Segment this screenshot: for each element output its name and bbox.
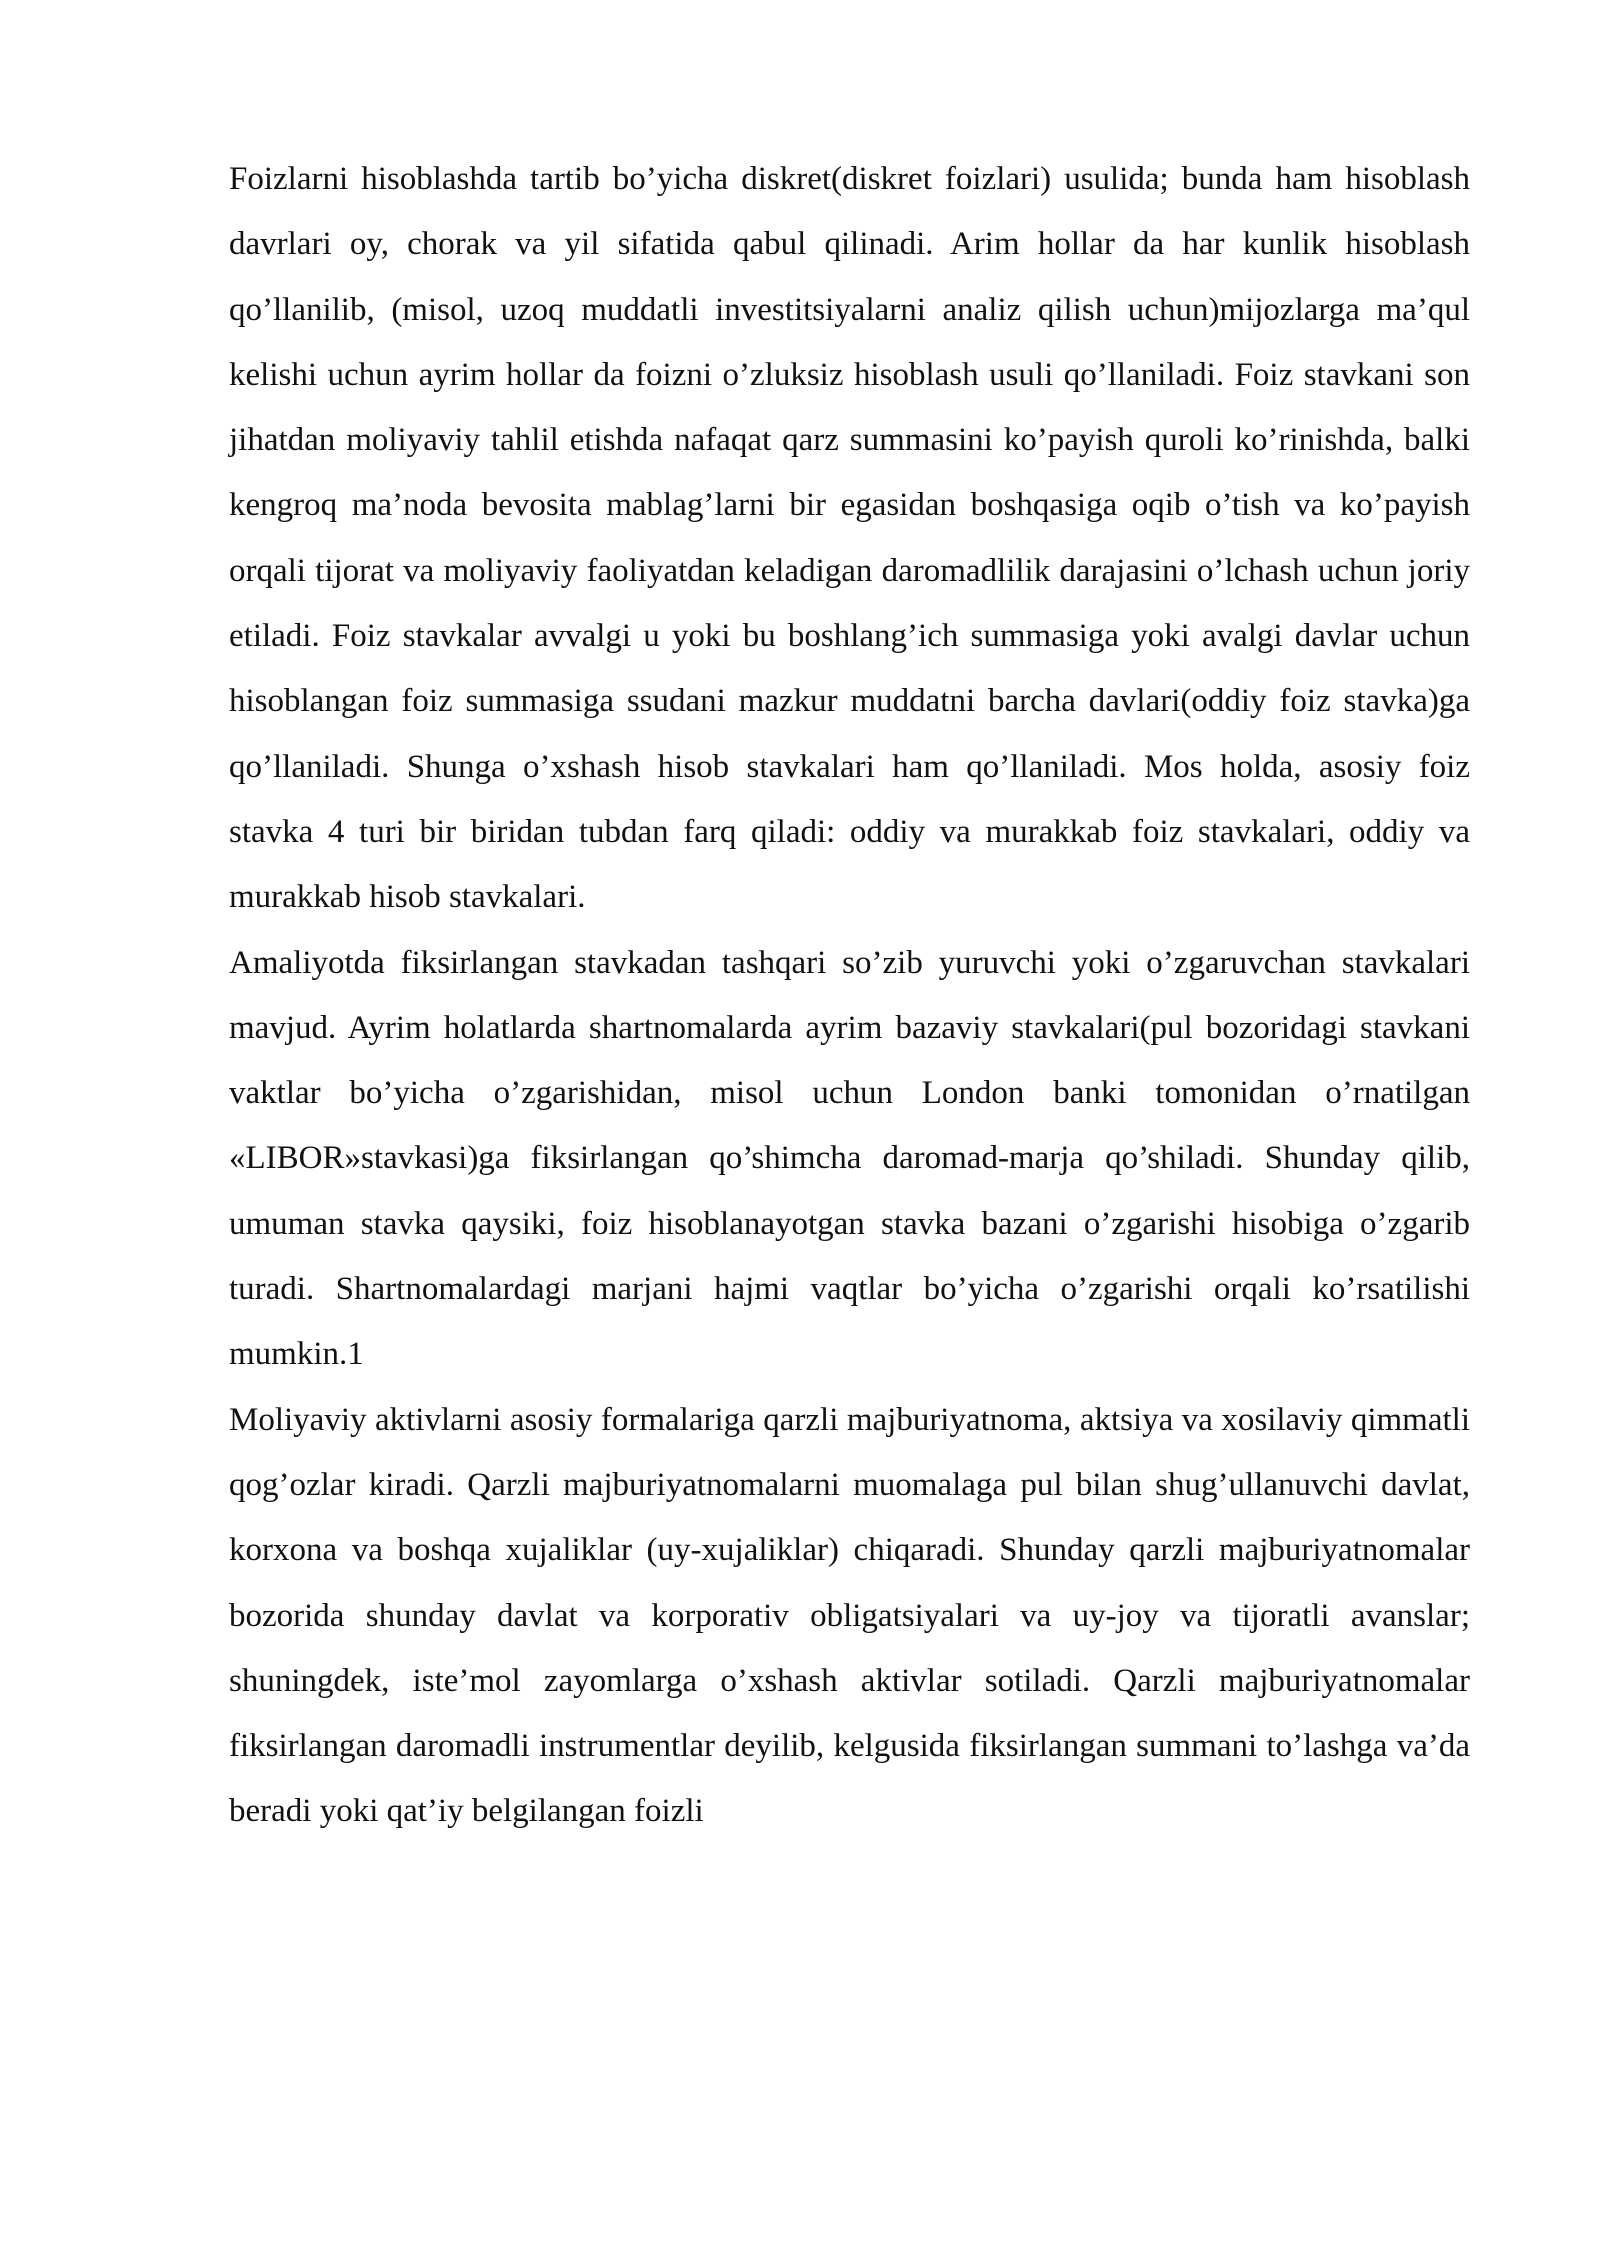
paragraph-interest-calculation: Foizlarni hisoblashda tartib bo’yicha diskret(diskret foizlari) usulida; bunda ham hisoblash davrlari oy, chorak va yil sifatida qabul qilinadi. Arim hollar da har kunlik hisoblash qo’llanilib, (misol, uzoq muddatli investitsiyalarni analiz qilish uchun)mijozlarga ma’qul kelishi uchun ayrim hollar da foizni o’zluksiz hisoblash usuli qo’llaniladi. Foiz stavkani son jihatdan moliyaviy tahlil etishda nafaqat qarz summasini ko’payish quroli ko’rinishda, balki kengroq ma’noda bevosita mablag’larni bir egasidan boshqasiga oqib o’tish va ko’payish orqali tijorat va moliyaviy faoliyatdan keladigan daromadlilik darajasini o’lchash uchun joriy etiladi. Foiz stavkalar avvalgi u yoki bu boshlang’ich summasiga yoki avalgi davlar uchun hisoblangan foiz summasiga ssudani mazkur muddatni barcha davlari(oddiy foiz stavka)ga qo’llaniladi. Shunga o’xshash hisob stavkalari ham qo’llaniladi. Mos holda, asosiy foiz stavka 4 turi bir biridan tubdan farq qiladi: oddiy va murakkab foiz stavkalari, oddiy va murakkab hisob stavkalari.: [229, 161, 1470, 916]
paragraph-floating-rates: Amaliyotda fiksirlangan stavkadan tashqari so’zib yuruvchi yoki o’zgaruvchan stavkalari mavjud. Ayrim holatlarda shartnomalarda ayrim bazaviy stavkalari(pul bozoridagi stavkani vaktlar bo’yicha o’zgarishidan, misol uchun London banki tomonidan o’rnatilgan «LIBOR»stavkasi)ga fiksirlangan qo’shimcha daromad-marja qo’shiladi. Shunday qilib, umuman stavka qaysiki, foiz hisoblanayotgan stavka bazani o’zgarishi hisobiga o’zgarib turadi. Shartnomalardagi marjani hajmi vaqtlar bo’yicha o’zgarishi orqali ko’rsatilishi mumkin.1: [229, 944, 1470, 1373]
paragraph-financial-assets: Moliyaviy aktivlarni asosiy formalariga qarzli majburiyatnoma, aktsiya va xosilaviy qimmatli qog’ozlar kiradi. Qarzli majburiyatnomalarni muomalaga pul bilan shug’ullanuvchi davlat, korxona va boshqa xujaliklar (uy-xujaliklar) chiqaradi. Shunday qarzli majburiyatnomalar bozorida shunday davlat va korporativ obligatsiyalari va uy-joy va tijoratli avanslar; shuningdek, iste’mol zayomlarga o’xshash aktivlar sotiladi. Qarzli majburiyatnomalar fiksirlangan daromadli instrumentlar deyilib, kelgusida fiksirlangan summani to’lashga va’da beradi yoki qat’iy belgilangan foizli: [229, 1401, 1470, 1830]
body-text: [229, 147, 1470, 1845]
